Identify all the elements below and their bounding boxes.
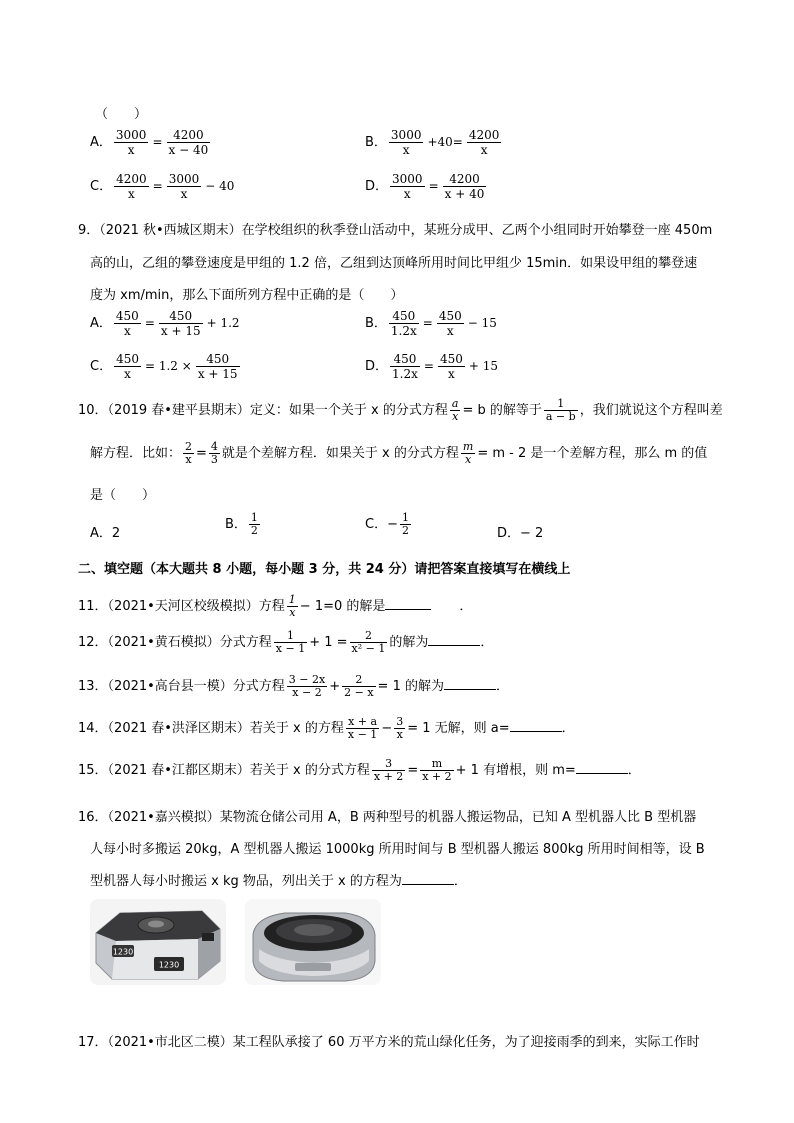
- q10-fraction: $\frac{m}{x}$: [462, 440, 474, 466]
- robot-a-code: 1230: [112, 947, 134, 957]
- q14-fraction: $\frac{x + a}{x - 1}$: [347, 715, 378, 741]
- option-operator: + 15: [468, 359, 498, 373]
- option-operator: =: [152, 135, 163, 149]
- option-operator: +40=: [427, 135, 463, 149]
- option-operator: + 1.2: [206, 316, 240, 330]
- option-fraction: $\frac{3000}{x}$: [115, 128, 147, 157]
- q15: 15．（2021 春•江都区期末）若关于 x 的分式方程 $\frac{3}{x + 2}$ = $\frac{m}{x + 2}$ + 1 有增根，则 m= ．: [78, 757, 641, 783]
- q11: 11．（2021•天河区校级模拟）方程 $\frac{1}{x}$ − 1=0 的解是 ．: [78, 593, 473, 619]
- q16-line1: 16．（2021•嘉兴模拟）某物流仓储公司用 A，B 两种型号的机器人搬运物品，已知 A 型机器人比 B 型机器: [78, 810, 697, 825]
- q8-option-c[interactable]: [90, 172, 236, 201]
- q14: 14．（2021 春•洪泽区期末）若关于 x 的方程 $\frac{x + a}{x - 1}$ − $\frac{3}{x}$ = 1 无解，则 a= ．: [78, 715, 575, 741]
- q10-text: = m - 2 是一个差解方程，那么 m 的值: [477, 446, 708, 461]
- q8-option-d[interactable]: [365, 172, 488, 201]
- q9-line1: 9．（2021 秋•西城区期末）在学校组织的秋季登山活动中，某班分成甲、乙两个小组同时开始攀登一座 450m: [78, 223, 713, 238]
- q10-line2: [90, 441, 707, 466]
- q10-fraction: $\frac{2}{x}$: [185, 440, 193, 466]
- option-fraction: $\frac{3000}{x}$: [168, 172, 200, 201]
- q10-fraction: $\frac{1}{2}$: [401, 511, 409, 537]
- q10-text: 就是个差解方程．如果关于 x 的分式方程: [221, 446, 459, 461]
- option-label: D．: [365, 359, 389, 374]
- option-fraction: $\frac{4200}{x}$: [468, 128, 500, 157]
- q10-option-a[interactable]: A．2: [90, 526, 121, 541]
- robot-a-code-2: 1230: [158, 960, 180, 970]
- q13: 13．（2021•高台县一模）分式方程 $\frac{3 - 2x}{x - 2}$ + $\frac{2}{2 - x}$ = 1 的解为 ．: [78, 673, 509, 699]
- option-label: C．: [90, 359, 113, 374]
- option-operator: − 15: [467, 316, 497, 330]
- option-operator: =: [422, 316, 433, 330]
- q15-answer-blank[interactable]: [576, 760, 628, 774]
- option-fraction: $\frac{450}{1.2x}$: [392, 352, 418, 381]
- option-fraction: $\frac{4200}{x - 40}$: [168, 128, 209, 157]
- option-label: B．: [365, 316, 387, 331]
- q10-option-b[interactable]: B． $\frac{1}{2}$: [225, 511, 258, 537]
- q12-fraction: $\frac{2}{\text{x² − 1}}$: [351, 629, 386, 655]
- option-operator: =: [423, 359, 434, 373]
- option-fraction: $\frac{3000}{x}$: [392, 172, 423, 201]
- option-fraction: $\frac{450}{x + 15}$: [160, 309, 201, 338]
- q10-fraction: $\frac{a}{x}$: [451, 397, 459, 423]
- q9-option-d[interactable]: [365, 352, 500, 381]
- q16-answer-blank[interactable]: [402, 871, 454, 885]
- q11-fraction: $\frac{1}{x}$: [288, 593, 296, 619]
- q10-text: 10．（2019 春•建平县期末）定义：如果一个关于 x 的分式方程: [78, 403, 448, 418]
- q16-line2: 人每小时多搬运 20kg，A 型机器人搬运 1000kg 所用时间与 B 型机器人搬运 800kg 所用时间相等，设 B: [90, 842, 705, 857]
- option-operator: − 40: [205, 179, 235, 193]
- q8-option-b[interactable]: [365, 128, 503, 157]
- option-label: C．: [90, 179, 113, 194]
- q9-option-b[interactable]: [365, 309, 499, 338]
- option-label: B．: [365, 135, 387, 150]
- q10-line3: 是（ ）: [90, 488, 156, 503]
- option-label: A．: [90, 316, 112, 331]
- q13-fraction: $\frac{2}{2 - x}$: [344, 673, 374, 699]
- option-fraction: $\frac{4200}{x + 40}$: [444, 172, 485, 201]
- q10-fraction: $\frac{1}{a - b}$: [545, 397, 576, 423]
- option-label: D．: [365, 179, 389, 194]
- q9-line2: 高的山，乙组的攀登速度是甲组的 1.2 倍，乙组到达顶峰所用时间比甲组少 15min．如果设甲组的攀登速: [90, 256, 698, 271]
- robot-b-illustration: [245, 899, 381, 985]
- option-fraction: $\frac{450}{x + 15}$: [197, 352, 238, 381]
- option-operator: = 1.2 ×: [144, 359, 192, 373]
- q14-answer-blank[interactable]: [510, 718, 562, 732]
- q14-fraction: $\frac{3}{x}$: [396, 715, 404, 741]
- q11-answer-blank[interactable]: [385, 596, 431, 610]
- q10-option-d[interactable]: D．− 2: [497, 526, 544, 541]
- q10-option-c[interactable]: C．− $\frac{1}{2}$: [365, 511, 409, 537]
- robot-b-image: [245, 899, 381, 985]
- option-fraction: $\frac{450}{x}$: [439, 352, 463, 381]
- q10-line1: [78, 398, 723, 423]
- q13-answer-blank[interactable]: [444, 676, 496, 690]
- q10-fraction: $\frac{1}{2}$: [250, 511, 258, 537]
- q15-fraction: $\frac{m}{x + 2}$: [422, 757, 452, 783]
- q16-line3: 型机器人每小时搬运 x kg 物品，列出关于 x 的方程为 ．: [90, 870, 467, 889]
- option-fraction: $\frac{450}{x}$: [116, 352, 139, 381]
- robot-a-illustration: [90, 899, 226, 985]
- option-fraction: $\frac{450}{1.2x}$: [390, 309, 417, 338]
- robot-a-image: [90, 899, 226, 985]
- option-fraction: $\frac{450}{x}$: [115, 309, 139, 338]
- q9-option-a[interactable]: [90, 309, 242, 338]
- option-label: A．: [90, 135, 112, 150]
- q17-line1: 17．（2021•市北区二模）某工程队承接了 60 万平方米的荒山绿化任务，为了迎接雨季的到来，实际工作时: [78, 1035, 700, 1050]
- q8-paren: （ ）: [95, 107, 148, 122]
- q13-fraction: $\frac{3 - 2x}{x - 2}$: [288, 673, 326, 699]
- option-operator: =: [428, 179, 439, 193]
- q12-answer-blank[interactable]: [428, 632, 480, 646]
- q10-fraction: $\frac{4}{3}$: [210, 440, 218, 466]
- q8-option-a[interactable]: [90, 128, 212, 157]
- section-heading: 二、填空题（本大题共 8 小题，每小题 3 分，共 24 分）请把答案直接填写在横线上: [78, 562, 571, 577]
- q15-fraction: $\frac{3}{x + 2}$: [373, 757, 404, 783]
- option-operator: =: [144, 316, 155, 330]
- option-fraction: $\frac{4200}{x}$: [116, 172, 147, 201]
- option-fraction: $\frac{3000}{x}$: [390, 128, 422, 157]
- q12: 12．（2021•黄石模拟）分式方程 $\frac{1}{x - 1}$ + 1 = $\frac{2}{\text{x² − 1}}$ 的解为 ．: [78, 629, 494, 655]
- q10-text: =: [196, 446, 207, 461]
- q9-line3: 度为 xm/min，那么下面所列方程中正确的是（ ）: [90, 288, 404, 303]
- q9-option-c[interactable]: [90, 352, 242, 381]
- q10-text: 解方程．比如：: [90, 446, 182, 461]
- q10-text: ，我们就说这个方程叫差: [579, 403, 723, 418]
- option-operator: =: [152, 179, 163, 193]
- q12-fraction: $\frac{1}{x - 1}$: [275, 629, 306, 655]
- option-fraction: $\frac{450}{x}$: [438, 309, 462, 338]
- q10-text: = b 的解等于: [462, 403, 542, 418]
